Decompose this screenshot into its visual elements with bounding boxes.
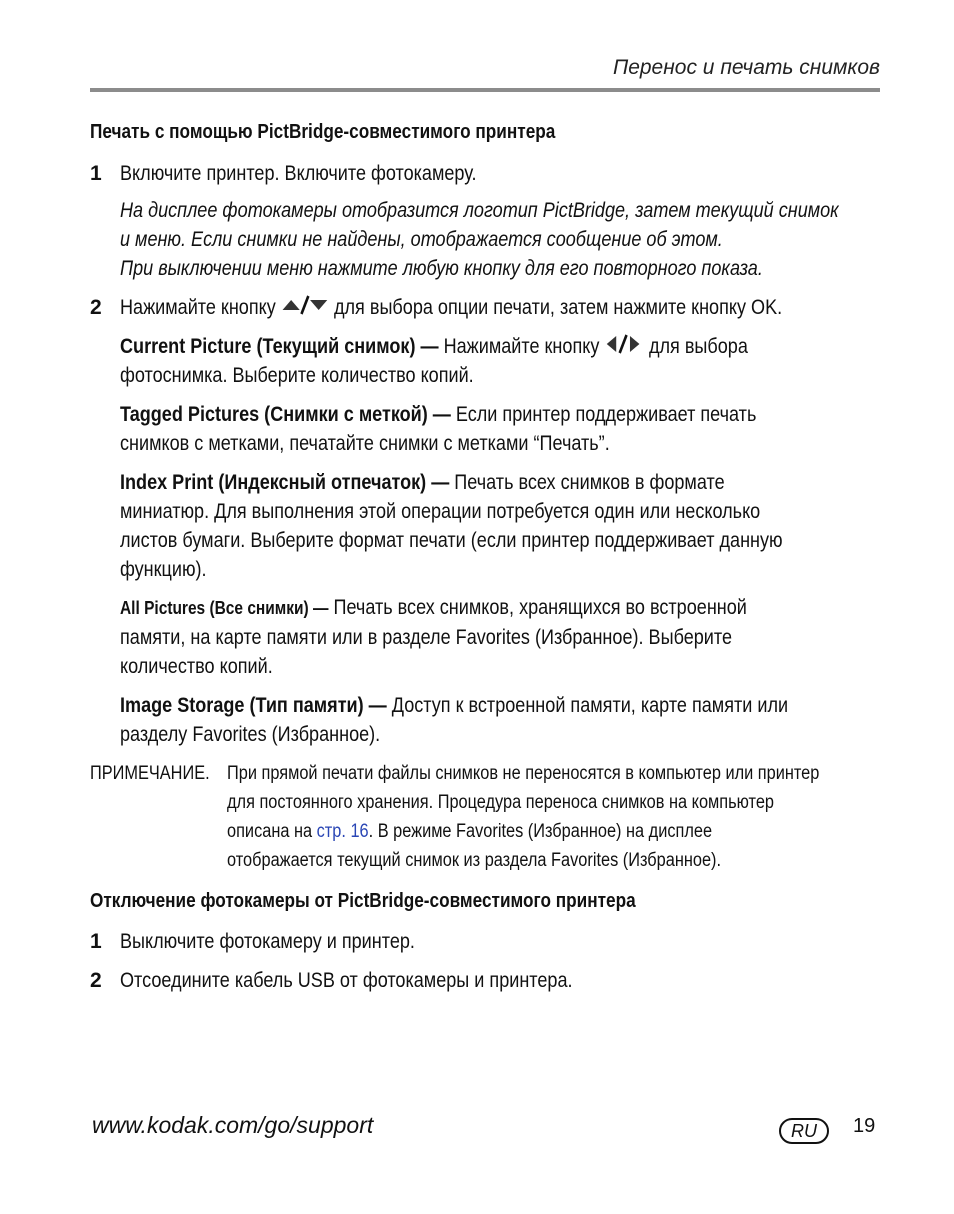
step-text: Включите принтер. Включите фотокамеру. [120, 162, 477, 185]
note-block: ПРИМЕЧАНИЕ. При прямой печати файлы снимков не переносятся в компьютер или принтер для постоянного хранения. Процедура переноса снимков на компьютер описана на стр. 16. В режиме Favorites (Избранное) на дисплее отображается текущий снимок из раздела Favorites (Избранное). [90, 759, 890, 875]
page-number: 19 [853, 1115, 876, 1137]
option-tagged-pictures: Tagged Pictures (Снимки с меткой) — Если принтер поддерживает печать снимков с метками, печатайте снимки с метками “Печать”. [120, 403, 757, 455]
step-2: 2 Нажимайте кнопку для выбора опции печати, затем нажмите кнопку OK. [90, 293, 890, 322]
up-down-arrow-icon [281, 294, 329, 316]
section-title-disconnect: Отключение фотокамеры от PictBridge-совместимого принтера [90, 890, 636, 912]
option-term: Image Storage (Тип памяти) — [120, 694, 387, 717]
left-right-arrow-icon [604, 333, 644, 355]
step-1-note: На дисплее фотокамеры отобразится логотип PictBridge, затем текущий снимок и меню. Если снимки не найдены, отображается сообщение об этом. При выключении меню нажмите любую кнопку для его повторного показа. [120, 199, 839, 280]
option-term: Current Picture (Текущий снимок) — [120, 335, 439, 358]
option-term: All Pictures (Все снимки) — [120, 598, 329, 618]
page-content [90, 118, 890, 995]
section-title-print: Печать с помощью PictBridge-совместимого принтера [90, 121, 556, 143]
language-badge: RU [779, 1118, 829, 1144]
option-term: Index Print (Индексный отпечаток) — [120, 471, 450, 494]
step-text: Отсоедините кабель USB от фотокамеры и принтера. [120, 969, 573, 992]
header-rule [90, 88, 880, 92]
step-number: 2 [90, 969, 102, 992]
step-1 [90, 159, 890, 188]
support-url[interactable]: www.kodak.com/go/support [92, 1112, 374, 1138]
step-number: 2 [90, 296, 102, 319]
option-current-picture: Current Picture (Текущий снимок) — Нажимайте кнопку для выбора фотоснимка. Выберите количество копий. [120, 335, 748, 387]
option-term: Tagged Pictures (Снимки с меткой) — [120, 403, 451, 426]
step-number: 1 [90, 162, 102, 185]
disconnect-step-1 [90, 927, 890, 956]
option-index-print: Index Print (Индексный отпечаток) — Печать всех снимков в формате миниатюр. Для выполнения этой операции потребуется один или несколько листов бумаги. Выберите формат печати (если принтер поддерживает данную функцию). [120, 471, 783, 581]
step-text: Выключите фотокамеру и принтер. [120, 930, 415, 953]
page-reference-link[interactable]: стр. 16 [316, 821, 369, 842]
option-all-pictures: All Pictures (Все снимки) — Печать всех снимков, хранящихся во встроенной памяти, на карте памяти или в разделе Favorites (Избранное). Выберите количество копий. [120, 596, 747, 678]
disconnect-step-2 [90, 966, 890, 995]
running-title: Перенос и печать снимков [612, 56, 880, 79]
step-number: 1 [90, 930, 102, 953]
note-label: ПРИМЕЧАНИЕ. [90, 763, 210, 784]
option-image-storage: Image Storage (Тип памяти) — Доступ к встроенной памяти, карте памяти или разделу Favorites (Избранное). [120, 694, 789, 746]
